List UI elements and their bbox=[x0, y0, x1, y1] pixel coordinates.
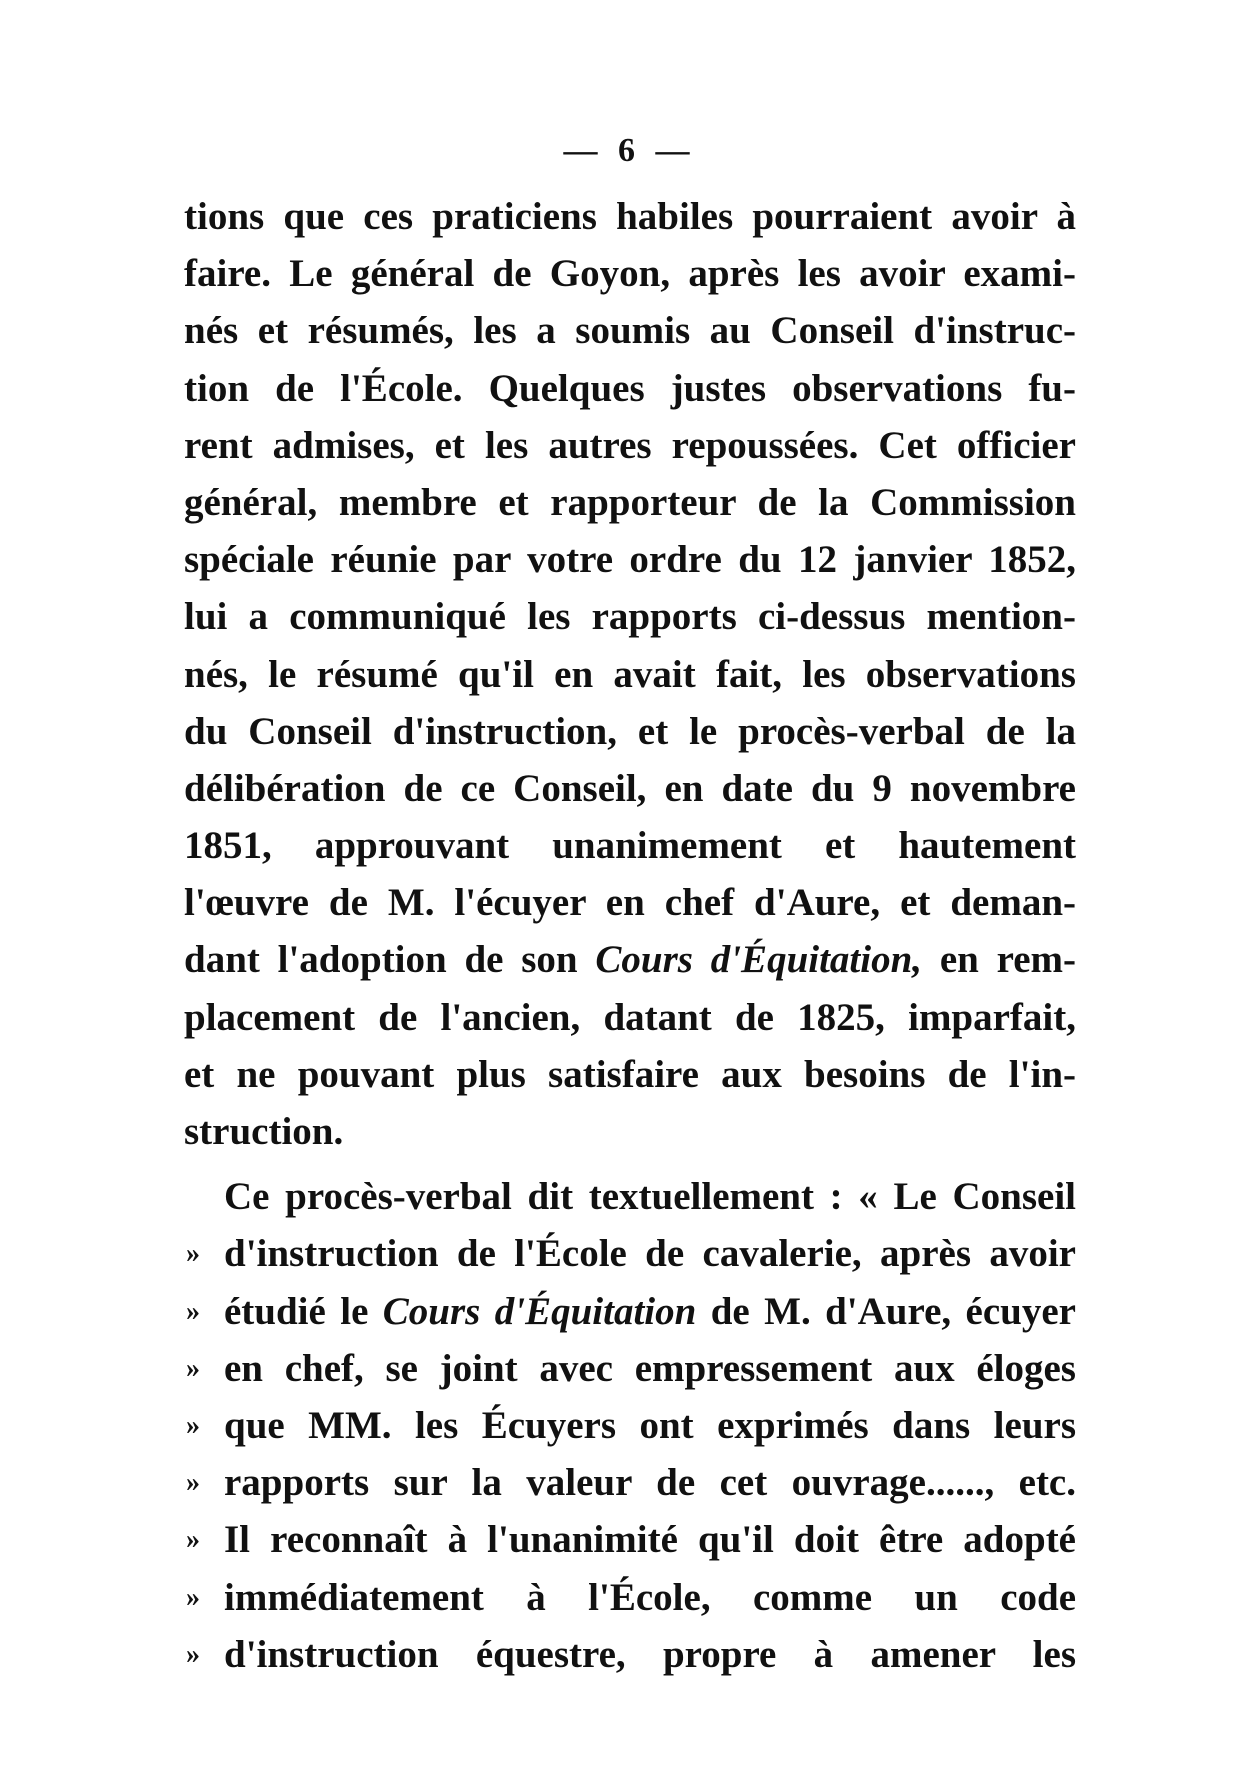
text-line: faire. Le général de Goyon, après les avoir exami- bbox=[184, 252, 1076, 296]
quote-line bbox=[184, 1397, 1076, 1454]
text-line: délibération de ce Conseil, en date du 9 novembre bbox=[184, 766, 1076, 810]
quote-text: d'instruction équestre, propre à amener les bbox=[224, 1632, 1076, 1676]
text-fragment: en rem- bbox=[922, 938, 1076, 982]
text-line: 1851, approuvant unanimement et hautement bbox=[184, 824, 1076, 868]
quote-text: que MM. les Écuyers ont exprimés dans leurs bbox=[224, 1403, 1076, 1447]
quote-mark: » bbox=[186, 1352, 200, 1384]
text-line: nés, le résumé qu'il en avait fait, les observations bbox=[184, 652, 1076, 696]
quote-text: d'instruction de l'École de cavalerie, après avoir bbox=[224, 1232, 1076, 1276]
text-fragment: dant l'adoption de son bbox=[184, 938, 596, 982]
quote-text: immédiatement à l'École, comme un code bbox=[224, 1575, 1076, 1619]
paragraph-start: Ce procès-verbal dit textuellement : « Le Conseil bbox=[224, 1175, 1076, 1219]
quote-line bbox=[184, 1454, 1076, 1511]
quote-text: Il reconnaît à l'unanimité qu'il doit être adopté bbox=[224, 1518, 1076, 1562]
quote-line bbox=[184, 1340, 1076, 1397]
text-line: tion de l'École. Quelques justes observations fu- bbox=[184, 366, 1076, 410]
quote-line bbox=[184, 1626, 1076, 1683]
quote-mark: » bbox=[186, 1295, 200, 1327]
quote-text: en chef, se joint avec empressement aux éloges bbox=[224, 1346, 1076, 1390]
quote-mark: » bbox=[186, 1467, 200, 1499]
book-title: Cours d'Équitation bbox=[382, 1289, 697, 1333]
text-line: l'œuvre de M. l'écuyer en chef d'Aure, et deman- bbox=[184, 881, 1076, 925]
text-line: tions que ces praticiens habiles pourraient avoir à bbox=[184, 195, 1076, 238]
quote-line bbox=[184, 1225, 1076, 1282]
text-line: nés et résumés, les a soumis au Conseil d'instruc- bbox=[184, 309, 1076, 353]
text-fragment: de M. d'Aure, écuyer bbox=[696, 1289, 1076, 1333]
quote-text: rapports sur la valeur de cet ouvrage......, etc. bbox=[224, 1461, 1076, 1505]
quote-line-with-title bbox=[184, 1283, 1076, 1340]
text-line: rent admises, et les autres repoussées. Cet officier bbox=[184, 423, 1076, 467]
body-text bbox=[184, 188, 1076, 1683]
quote-text bbox=[224, 1283, 1076, 1340]
text-line: lui a communiqué les rapports ci-dessus mention- bbox=[184, 595, 1076, 639]
book-title: Cours d'Équitation, bbox=[595, 938, 923, 982]
text-line: et ne pouvant plus satisfaire aux besoins de l'in- bbox=[184, 1052, 1076, 1096]
text-line: placement de l'ancien, datant de 1825, imparfait, bbox=[184, 995, 1076, 1039]
quote-mark: » bbox=[186, 1238, 200, 1270]
quote-mark: » bbox=[186, 1409, 200, 1441]
page-number: — 6 — bbox=[563, 132, 696, 169]
text-line: du Conseil d'instruction, et le procès-verbal de la bbox=[184, 709, 1076, 753]
quote-mark: » bbox=[186, 1524, 200, 1556]
text-line: spéciale réunie par votre ordre du 12 janvier 1852, bbox=[184, 538, 1076, 582]
text-line-with-title bbox=[184, 931, 1076, 988]
quote-mark: » bbox=[186, 1638, 200, 1670]
text-line: général, membre et rapporteur de la Commission bbox=[184, 480, 1076, 524]
text-line: struction. bbox=[184, 1110, 344, 1153]
quote-line bbox=[184, 1569, 1076, 1626]
text-fragment: étudié le bbox=[224, 1289, 383, 1333]
quote-line bbox=[184, 1511, 1076, 1568]
quote-mark: » bbox=[186, 1581, 200, 1613]
